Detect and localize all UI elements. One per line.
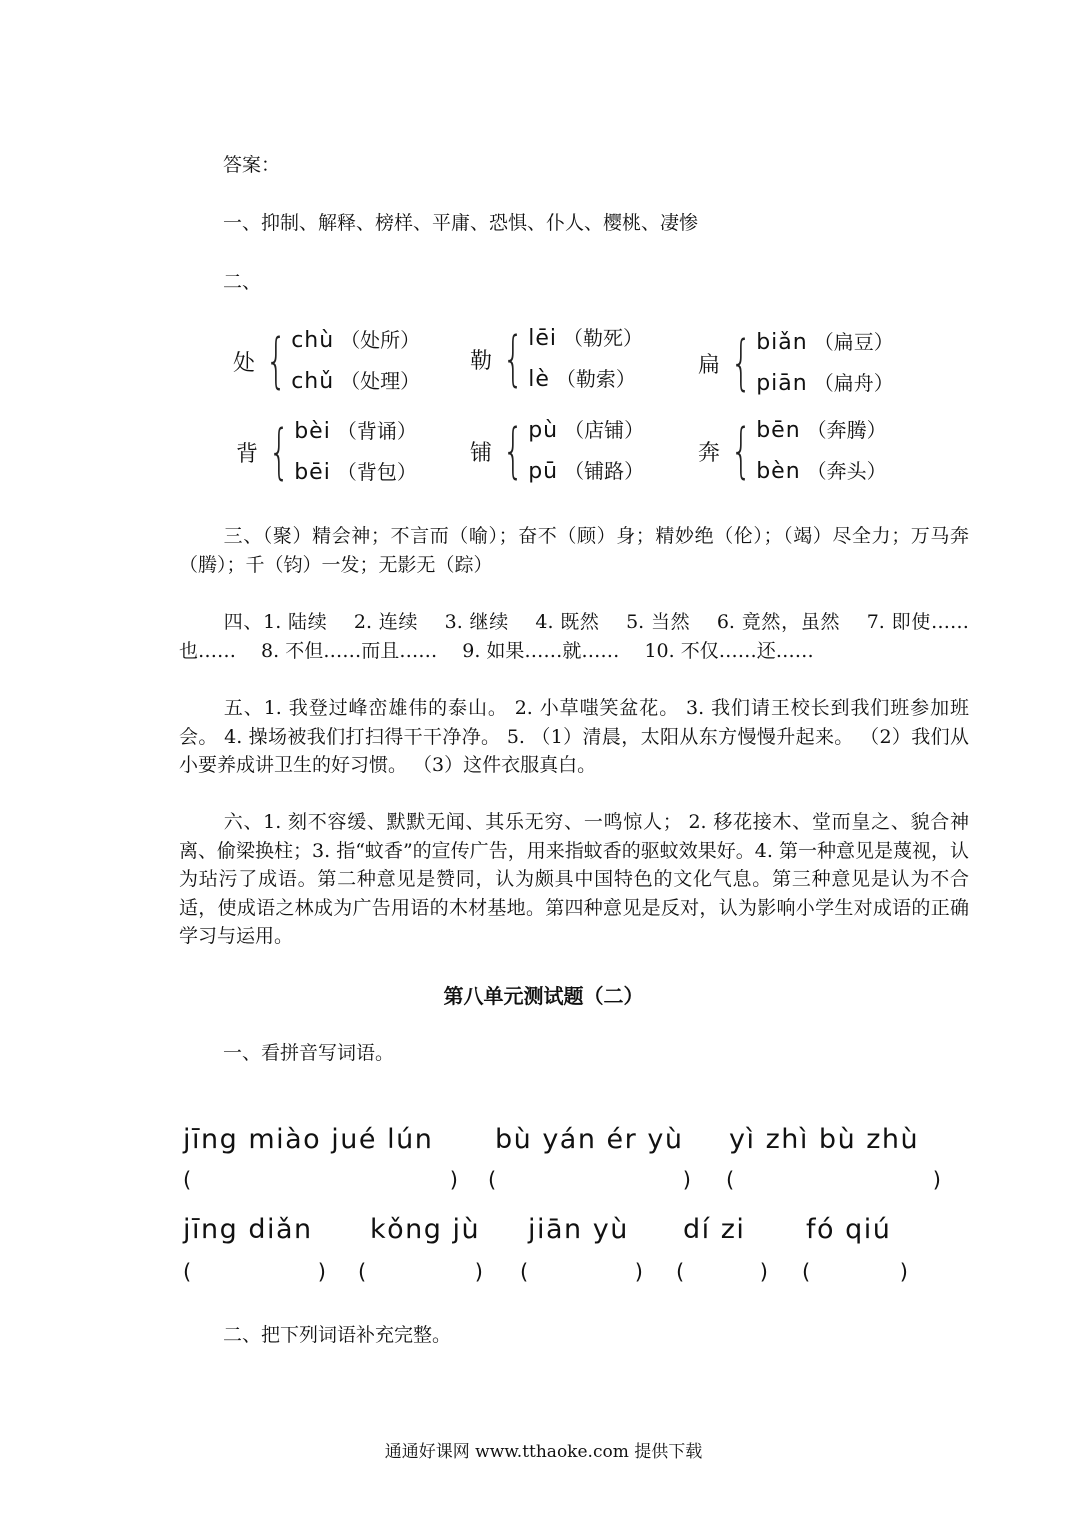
reading: bēi [294,460,331,485]
polyphone-char: 背 [236,441,259,467]
answer-section-5 [179,694,969,780]
reading: pù [528,418,559,443]
pinyin-item: jīng miào jué lún [183,1124,434,1155]
pinyin-item: jīng diǎn [183,1214,313,1245]
page-footer: 通通好课网 www.tthaoke.com 提供下载 [384,1442,703,1462]
answer-section-4-text: 四、1. 陆续 2. 连续 3. 继续 4. 既然 5. 当然 6. 竟然，虽然 7. 即使……也…… 8. 不但……而且…… 9. 如果……就…… 10. 不仅……还…… [179,611,969,662]
example-word: （处理） [340,369,421,393]
reading: pū [528,459,559,484]
reading: biǎn [756,330,808,355]
answer-section-3 [179,522,969,579]
answer-section-3-text: 三、（聚）精会神；不言而（喻）；奋不（顾）身；精妙绝（伦）；（竭）尽全力；万马奔（腾）；千（钧）一发；无影无（踪） [179,525,969,576]
question-1-label: 一、看拼音写词语。 [223,1042,395,1064]
polyphone-group-6 [698,410,887,492]
pinyin-item: yì zhì bù zhù [729,1124,920,1155]
brace: { [730,416,752,486]
example-word: （勒索） [555,367,636,391]
pinyin-item: bù yán ér yù [495,1124,684,1155]
reading: bèi [294,419,331,444]
question-2-label: 二、把下列词语补充完整。 [223,1324,452,1346]
example-word: （铺路） [564,459,645,483]
reading: chù [291,328,335,353]
answer-section-1: 一、抑制、解释、榜样、平庸、恐惧、仆人、樱桃、凄惨 [223,212,699,234]
answers-heading: 答案： [223,154,281,176]
reading: bèn [756,459,801,484]
brace: { [730,328,752,398]
brace: { [502,324,524,394]
pinyin-item: kǒng jù [370,1214,481,1245]
polyphone-char: 扁 [698,352,721,378]
pinyin-item: fó qiú [806,1214,892,1245]
polyphone-char: 奔 [698,440,721,466]
polyphone-char: 铺 [470,440,493,466]
example-word: （背诵） [336,419,417,443]
example-word: （扁舟） [813,371,894,395]
example-word: （扁豆） [813,330,894,354]
answer-section-6-text: 六、1. 刻不容缓、默默无闻、其乐无穷、一鸣惊人； 2. 移花接木、堂而皇之、貌合神离、偷梁换柱；3. 指“蚊香”的宣传广告，用来指蚊香的驱蚊效果好。4. 第一种意见是蔑视，认为玷污了成语。第二种意见是赞同，认为颇具中国特色的文化气息。第三种意见是认为不合适，使成语之林成为广告用语的木材基地。第四种意见是反对，认为影响小学生对成语的正确学习与运用。 [179,811,969,947]
example-word: （背包） [336,460,417,484]
answer-section-5-text: 五、1. 我登过峰峦雄伟的泰山。 2. 小草嗤笑盆花。 3. 我们请王校长到我们班参加班会。 4. 操场被我们打扫得干干净净。 5. （1）清晨，太阳从东方慢慢升起来。 （2）我们从小要养成讲卫生的好习惯。 （3）这件衣服真白。 [179,697,969,776]
polyphone-char: 处 [233,350,256,376]
pinyin-item: jiān yù [528,1214,629,1245]
example-word: （勒死） [562,326,643,350]
answer-section-4 [179,608,969,665]
polyphone-group-4 [236,411,417,493]
test-title: 第八单元测试题（二） [443,984,644,1008]
polyphone-char: 勒 [470,348,493,374]
polyphone-group-5 [470,410,644,492]
reading: chǔ [291,369,335,394]
reading: lēi [528,326,557,351]
reading: bēn [756,418,801,443]
brace: { [502,416,524,486]
example-word: （奔头） [806,459,887,483]
polyphone-group-3 [698,322,894,404]
polyphone-group-2 [470,318,643,400]
example-word: （店铺） [564,418,645,442]
pinyin-item: dí zi [683,1214,746,1245]
brace: { [265,326,287,396]
polyphone-group-1 [233,320,420,402]
reading: piān [756,371,808,396]
answer-section-6 [179,808,969,951]
brace: { [268,417,290,487]
example-word: （奔腾） [806,418,887,442]
example-word: （处所） [340,328,421,352]
reading: lè [528,367,550,392]
answer-section-2-label: 二、 [223,271,262,293]
